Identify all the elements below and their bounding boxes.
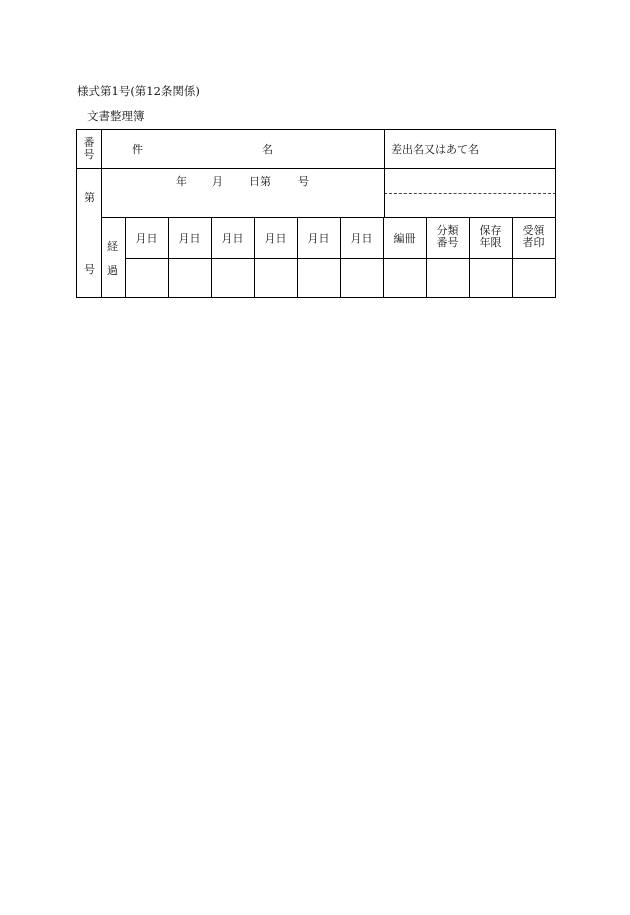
progress-label-kei: 経 <box>107 240 118 253</box>
date-day-number-label: 日第 <box>249 175 271 188</box>
column-divider <box>168 217 169 298</box>
month-day-header: 月日 <box>135 232 158 245</box>
sender-column-divider <box>384 129 385 218</box>
column-divider <box>340 217 341 298</box>
document-title: 文書整理簿 <box>87 109 145 123</box>
column-divider <box>211 217 212 298</box>
month-day-header: 月日 <box>264 232 287 245</box>
month-day-header: 月日 <box>178 232 201 245</box>
table-bottom-border <box>76 297 556 298</box>
classification-number-header: 分類 番号 <box>436 224 459 249</box>
progress-label-divider <box>125 217 126 298</box>
number-column-divider <box>101 129 102 298</box>
column-divider <box>254 217 255 298</box>
date-year-label: 年 <box>176 175 187 188</box>
month-day-header: 月日 <box>350 232 373 245</box>
month-day-header: 月日 <box>221 232 244 245</box>
header-row-divider <box>76 168 556 169</box>
receiver-seal-header: 受領 者印 <box>522 224 545 249</box>
month-day-header: 月日 <box>307 232 330 245</box>
date-go-label: 号 <box>298 175 309 188</box>
subject-header-mei: 名 <box>262 143 273 156</box>
sender-dashed-divider <box>384 193 556 194</box>
number-go-label: 号 <box>84 263 95 276</box>
retention-period-header: 保存 年限 <box>479 224 502 249</box>
progress-label-ka: 過 <box>107 264 118 277</box>
form-title: 様式第1号(第12条関係) <box>77 84 200 98</box>
volume-header: 編冊 <box>393 232 416 245</box>
subject-header-ken: 件 <box>132 143 143 156</box>
date-month-label: 月 <box>212 175 223 188</box>
column-divider <box>383 217 384 298</box>
sender-header: 差出名又はあて名 <box>391 143 479 156</box>
date-row-divider <box>101 217 556 218</box>
number-dai-label: 第 <box>84 191 95 204</box>
table-right-border <box>555 129 556 298</box>
table-top-border <box>76 129 556 130</box>
number-header: 番 号 <box>83 136 95 161</box>
column-divider <box>297 217 298 298</box>
